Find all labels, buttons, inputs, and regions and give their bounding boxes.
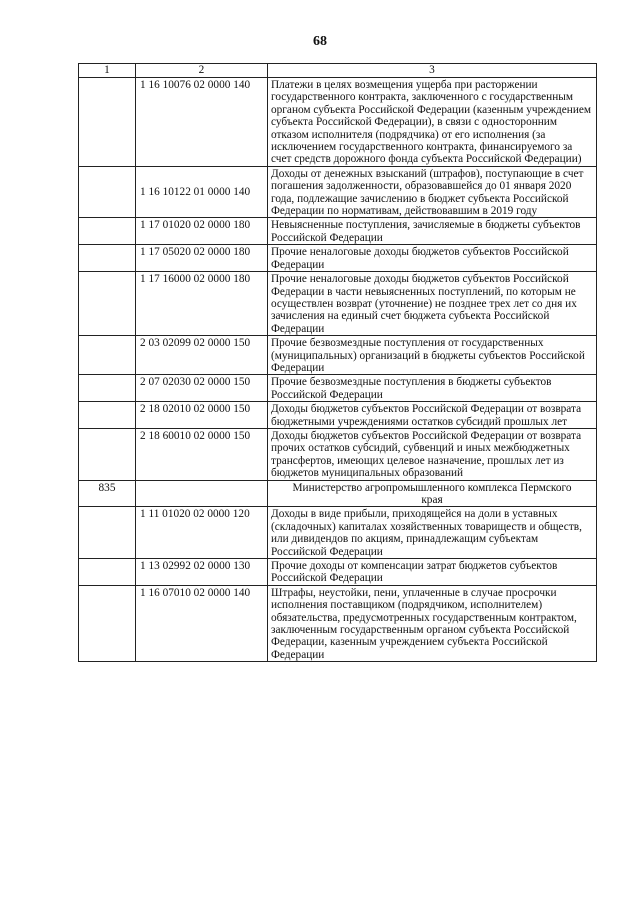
header-col-2: 2: [136, 64, 268, 78]
table-row: [79, 585, 597, 661]
description-cell: Невыясненные поступления, зачисляемые в бюджеты субъектов Российской Федерации: [268, 218, 597, 245]
header-col-3: 3: [268, 64, 597, 78]
admin-code-cell: [79, 428, 136, 480]
budget-code-cell: 1 16 07010 02 0000 140: [136, 585, 268, 661]
table-row: [79, 245, 597, 272]
admin-code-cell: [79, 245, 136, 272]
budget-code-cell: [136, 480, 268, 507]
admin-code-cell: [79, 507, 136, 559]
admin-code-cell: 835: [79, 480, 136, 507]
table-row: [79, 428, 597, 480]
description-cell: Прочие доходы от компенсации затрат бюджетов субъектов Российской Федерации: [268, 559, 597, 586]
description-cell: Прочие безвозмездные поступления в бюджеты субъектов Российской Федерации: [268, 375, 597, 402]
admin-code-cell: [79, 218, 136, 245]
page-number: 68: [313, 34, 327, 49]
admin-code-cell: [79, 585, 136, 661]
description-cell: Доходы бюджетов субъектов Российской Федерации от возврата прочих остатков субсидий, субвенций и иных межбюджетных трансфертов, имеющих целевое назначение, прошлых лет из бюджетов муниципальных образований: [268, 428, 597, 480]
table-row: [79, 559, 597, 586]
admin-code-cell: [79, 166, 136, 218]
admin-code-cell: [79, 402, 136, 429]
budget-code-cell: 2 03 02099 02 0000 150: [136, 336, 268, 375]
admin-code-cell: [79, 375, 136, 402]
admin-code-cell: [79, 272, 136, 336]
table-row: [79, 78, 597, 167]
admin-code-cell: [79, 78, 136, 167]
description-cell: Прочие неналоговые доходы бюджетов субъектов Российской Федерации: [268, 245, 597, 272]
table-row: [79, 218, 597, 245]
description-cell: Прочие неналоговые доходы бюджетов субъектов Российской Федерации в части невыясненных поступлений, по которым не осуществлен возврат (уточнение) не позднее трех лет со дня их зачисления на единый счет бюджета субъекта Российской Федерации: [268, 272, 597, 336]
budget-code-cell: 2 18 60010 02 0000 150: [136, 428, 268, 480]
table-row: [79, 507, 597, 559]
description-cell: Доходы от денежных взысканий (штрафов), поступающие в счет погашения задолженности, образовавшейся до 01 января 2020 года, подлежащие зачислению в бюджет субъекта Российской Федерации по нормативам, действовавшим в 2019 году: [268, 166, 597, 218]
admin-code-cell: [79, 559, 136, 586]
description-cell: Штрафы, неустойки, пени, уплаченные в случае просрочки исполнения поставщиком (подрядчиком, исполнителем) обязательства, предусмотренных государственным контрактом, заключенным государственным органом субъекта Российской Федерации, казенным учреждением субъекта Российской Федерации: [268, 585, 597, 661]
budget-code-cell: 1 17 01020 02 0000 180: [136, 218, 268, 245]
budget-code-cell: 1 16 10076 02 0000 140: [136, 78, 268, 167]
description-cell: Доходы бюджетов субъектов Российской Федерации от возврата бюджетными учреждениями остатков субсидий прошлых лет: [268, 402, 597, 429]
budget-code-cell: 1 17 16000 02 0000 180: [136, 272, 268, 336]
table-row: [79, 402, 597, 429]
admin-code-cell: [79, 336, 136, 375]
table-row: [79, 166, 597, 218]
table-row: [79, 375, 597, 402]
budget-code-cell: 1 17 05020 02 0000 180: [136, 245, 268, 272]
description-cell: Платежи в целях возмещения ущерба при расторжении государственного контракта, заключенного с государственным органом субъекта Российской Федерации (казенным учреждением субъекта Российской Федерации), в связи с односторонним отказом исполнителя (подрядчика) от его исполнения (за исключением государственного контракта, финансируемого за счет средств дорожного фонда субъекта Российской Федерации): [268, 78, 597, 167]
table-section-row: [79, 480, 597, 507]
budget-code-cell: 2 07 02030 02 0000 150: [136, 375, 268, 402]
table-row: [79, 336, 597, 375]
budget-code-cell: 1 11 01020 02 0000 120: [136, 507, 268, 559]
table-row: [79, 272, 597, 336]
header-col-1: 1: [79, 64, 136, 78]
revenue-codes-table: [78, 63, 597, 662]
description-cell: Прочие безвозмездные поступления от государственных (муниципальных) организаций в бюджеты субъектов Российской Федерации: [268, 336, 597, 375]
budget-code-cell: 1 13 02992 02 0000 130: [136, 559, 268, 586]
table-header-row: [79, 64, 597, 78]
description-cell: Доходы в виде прибыли, приходящейся на доли в уставных (складочных) капиталах хозяйственных товариществ и обществ, или дивидендов по акциям, принадлежащим субъектам Российской Федерации: [268, 507, 597, 559]
ministry-name-cell: Министерство агропромышленного комплекса Пермского края: [268, 480, 597, 507]
budget-code-cell: 1 16 10122 01 0000 140: [136, 166, 268, 218]
budget-code-cell: 2 18 02010 02 0000 150: [136, 402, 268, 429]
